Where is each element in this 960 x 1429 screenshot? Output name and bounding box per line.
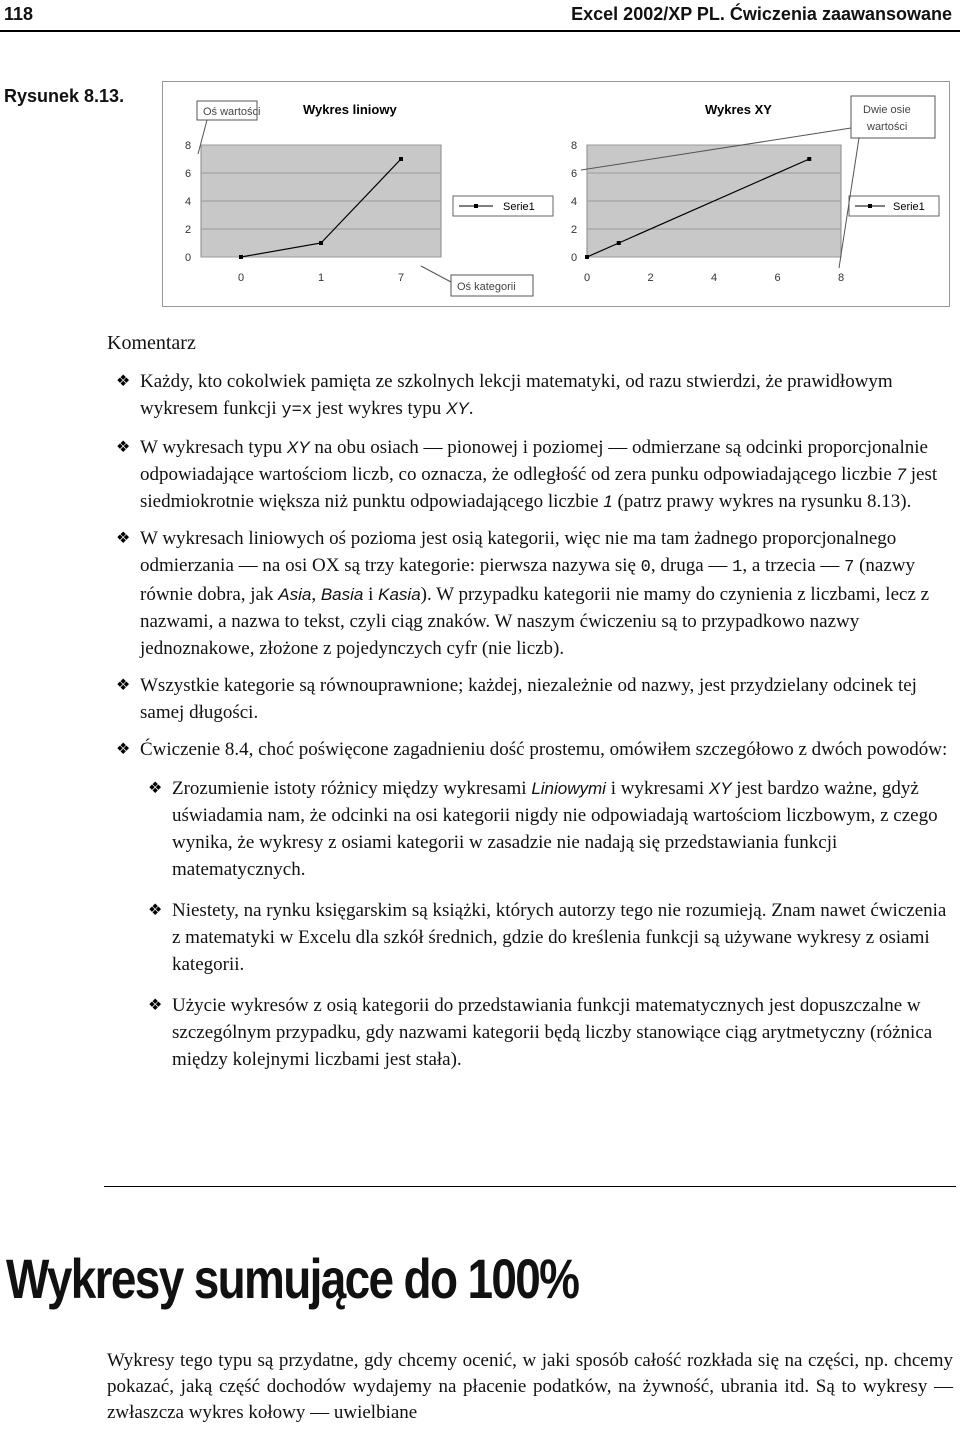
diamond-bullet-icon: ❖ <box>116 530 131 547</box>
sub-list-item: ❖ Zrozumienie istoty różnicy między wykresami Liniowymi i wykresami XY jest bardzo ważne, gdyż uświadamia nam, że odcinki na osi kategorii nigdy nie odpowiadają wartościom liczbowym, z czego wynika, że wykresy z osiami kategorii w zasadzie nie nadają się przedstawiania funkcji matematycznych. <box>142 775 950 883</box>
callout-categories-pointer <box>421 266 451 282</box>
sub-list <box>142 775 950 1073</box>
diamond-bullet-icon: ❖ <box>116 439 131 456</box>
page-header <box>0 0 960 32</box>
diamond-bullet-icon: ❖ <box>148 902 163 919</box>
diamond-bullet-icon: ❖ <box>116 677 131 694</box>
xy-chart-legend-label: Serie1 <box>893 201 925 213</box>
line-chart-y-tick-label: 6 <box>185 168 192 180</box>
line-chart-legend-label: Serie1 <box>503 201 535 213</box>
line-chart-y-tick-label: 8 <box>185 140 192 152</box>
xy-chart-y-tick-label: 2 <box>571 224 578 236</box>
xy-chart-y-tick-label: 6 <box>571 168 578 180</box>
section-intro: Wykresy tego typu są przydatne, gdy chcemy ocenić, w jaki sposób całość rozkłada się na części, np. chcemy pokazać, jaką część dochodów wydajemy na płacenie podatków, na żywność, ubrania itd. Są to wykresy — zwłaszcza wykres kołowy — uwielbiane <box>107 1350 953 1423</box>
line-chart-x-tick-label: 7 <box>398 272 405 284</box>
xy-chart-title: Wykres XY <box>705 102 772 117</box>
line-chart-legend-marker <box>474 204 478 208</box>
diamond-bullet-icon: ❖ <box>148 780 163 797</box>
comment-title: Komentarz <box>107 332 196 354</box>
line-chart-point <box>239 255 243 259</box>
line-chart-x-ticks <box>238 272 404 284</box>
list-item: ❖ Każdy, kto cokolwiek pamięta ze szkolnych lekcji matematyki, od razu stwierdzi, że prawidłowym wykresem funkcji y=x jest wykres typu XY. <box>110 368 950 424</box>
xy-chart-legend-marker <box>868 204 872 208</box>
sub-list-item: ❖ Niestety, na rynku księgarskim są książki, których autorzy tego nie rozumieją. Znam nawet ćwiczenia z matematyki w Excelu dla szkół średnich, gdzie do kreślenia funkcji są używane wykresy z osiami kategorii. <box>142 897 950 978</box>
callout-two-axes-line1: Dwie osie <box>863 104 911 116</box>
sub-list-item: ❖ Użycie wykresów z osią kategorii do przedstawiania funkcji matematycznych jest dopuszczalne w szczególnym przypadku, gdy nazwami kategorii będą liczby stanowiące ciąg arytmetyczny (różnica między kolejnymi liczbami jest stała). <box>142 992 950 1073</box>
xy-chart-x-tick-label: 4 <box>711 272 718 284</box>
callout-categories-text: Oś kategorii <box>457 281 516 293</box>
book-title: Excel 2002/XP PL. Ćwiczenia zaawansowane <box>571 4 952 24</box>
figure-caption: Rysunek 8.13. <box>4 86 125 106</box>
charts-svg <box>163 82 949 306</box>
xy-chart-y-tick-label: 4 <box>571 196 578 208</box>
xy-chart-x-ticks <box>584 272 844 284</box>
line-chart-point <box>319 241 323 245</box>
line-chart-x-tick-label: 1 <box>318 272 325 284</box>
xy-chart-y-tick-label: 0 <box>571 252 578 264</box>
line-chart-point <box>399 157 403 161</box>
xy-chart-point <box>585 255 589 259</box>
line-chart-x-tick-label: 0 <box>238 272 245 284</box>
figure-charts <box>162 81 950 307</box>
xy-chart-point <box>807 157 811 161</box>
line-chart-y-tick-label: 4 <box>185 196 192 208</box>
list-item: ❖ Wszystkie kategorie są równouprawnione; każdej, niezależnie od nazwy, jest przydzielany odcinek tej samej długości. <box>110 672 950 726</box>
section-divider <box>104 1186 956 1187</box>
list-item: ❖ W wykresach liniowych oś pozioma jest osią kategorii, więc nie ma tam żadnego proporcjonalnego odmierzania — na osi OX są trzy kategorie: pierwsza nazywa się 0, druga — 1, a trzecia — 7 (nazwy równie dobra, jak Asia, Basia i Kasia). W przypadku kategorii nie mamy do czynienia z liczbami, lecz z nazwami, a nazwa to tekst, czyli ciąg znaków. W naszym ćwiczeniu są to przypadkowo nazwy jednoznakowe, złożone z pojedynczych cyfr (nie liczb). <box>110 525 950 662</box>
callout-two-axes-line2: wartości <box>867 121 908 133</box>
line-chart-title: Wykres liniowy <box>303 102 397 117</box>
xy-chart-y-tick-label: 8 <box>571 140 578 152</box>
diamond-bullet-icon: ❖ <box>116 373 131 390</box>
line-chart-y-tick-label: 0 <box>185 252 192 264</box>
line-chart-y-ticks <box>185 140 191 264</box>
diamond-bullet-icon: ❖ <box>148 997 163 1014</box>
xy-chart-x-tick-label: 6 <box>774 272 781 284</box>
xy-chart-x-tick-label: 8 <box>838 272 845 284</box>
list-item: ❖ Ćwiczenie 8.4, choć poświęcone zagadnieniu dość prostemu, omówiłem szczegółowo z dwóch powodów: <box>110 736 950 763</box>
diamond-bullet-icon: ❖ <box>116 741 131 758</box>
xy-chart-x-tick-label: 0 <box>584 272 591 284</box>
comment-list <box>110 368 950 1087</box>
section-title: Wykresy sumujące do 100% <box>6 1247 579 1310</box>
page-number: 118 <box>4 4 34 24</box>
xy-chart-point <box>617 241 621 245</box>
list-item: ❖ W wykresach typu XY na obu osiach — pionowej i poziomej — odmierzane są odcinki proporcjonalnie odpowiadające wartościom liczb, co oznacza, że odległość od zera punku odpowiadającego liczbie 7 jest siedmiokrotnie większa niż punktu odpowiadającego liczbie 1 (patrz prawy wykres na rysunku 8.13). <box>110 434 950 515</box>
xy-chart-x-tick-label: 2 <box>647 272 654 284</box>
xy-chart-y-ticks <box>571 140 577 264</box>
callout-values-text: Oś wartości <box>203 106 261 118</box>
line-chart-y-tick-label: 2 <box>185 224 192 236</box>
